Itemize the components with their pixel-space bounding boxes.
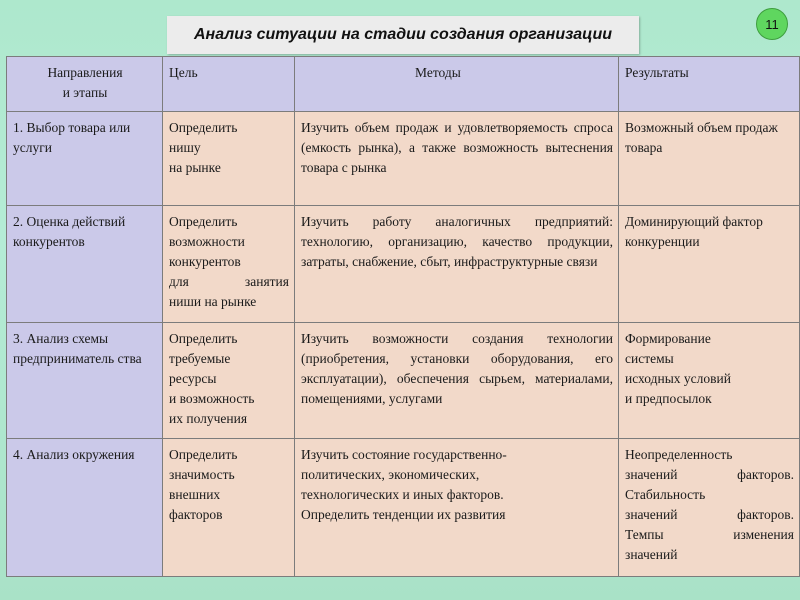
page-number-badge: 11: [756, 8, 788, 40]
stage-cell: 3. Анализ схемы предприниматель ства: [7, 323, 163, 439]
header-stages: Направления и этапы: [7, 57, 163, 112]
slide-title: Анализ ситуации на стадии создания организации: [167, 16, 639, 54]
header-methods: Методы: [295, 57, 619, 112]
stage-cell: 1. Выбор товара или услуги: [7, 112, 163, 206]
table-row: [7, 439, 800, 577]
stage-cell: 2. Оценка действий конкурентов: [7, 206, 163, 323]
methods-cell: Изучить работу аналогичных предприятий: технологию, организацию, качество продукции, затраты, снабжение, сбыт, инфраструктурные связи: [295, 206, 619, 323]
table-row: [7, 323, 800, 439]
methods-cell: Изучить состояние государственно- политических, экономических, технологических и иных факторов. Определить тенденции их развития: [295, 439, 619, 577]
goal-cell: Определить значимость внешних факторов: [163, 439, 295, 577]
header-goal: Цель: [163, 57, 295, 112]
table-row: [7, 206, 800, 323]
table-header-row: [7, 57, 800, 112]
header-results: Результаты: [619, 57, 800, 112]
analysis-table: [6, 56, 800, 577]
table-row: [7, 112, 800, 206]
goal-cell: Определить возможности конкурентов для занятия ниши на рынке: [163, 206, 295, 323]
goal-cell: Определить нишу на рынке: [163, 112, 295, 206]
results-cell: Формирование системы исходных условий и предпосылок: [619, 323, 800, 439]
methods-cell: Изучить возможности создания технологии (приобретения, установки оборудования, его эксплуатации), обеспечения сырьем, материалами, помещениями, услугами: [295, 323, 619, 439]
goal-cell: Определить требуемые ресурсы и возможность их получения: [163, 323, 295, 439]
results-cell: Возможный объем продаж товара: [619, 112, 800, 206]
results-cell: Доминирующий фактор конкуренции: [619, 206, 800, 323]
results-cell: Неопределенность значений факторов. Стабильность значений факторов. Темпы изменения значений: [619, 439, 800, 577]
methods-cell: Изучить объем продаж и удовлетворяемость спроса (емкость рынка), а также возможность вытеснения товара с рынка: [295, 112, 619, 206]
stage-cell: 4. Анализ окружения: [7, 439, 163, 577]
